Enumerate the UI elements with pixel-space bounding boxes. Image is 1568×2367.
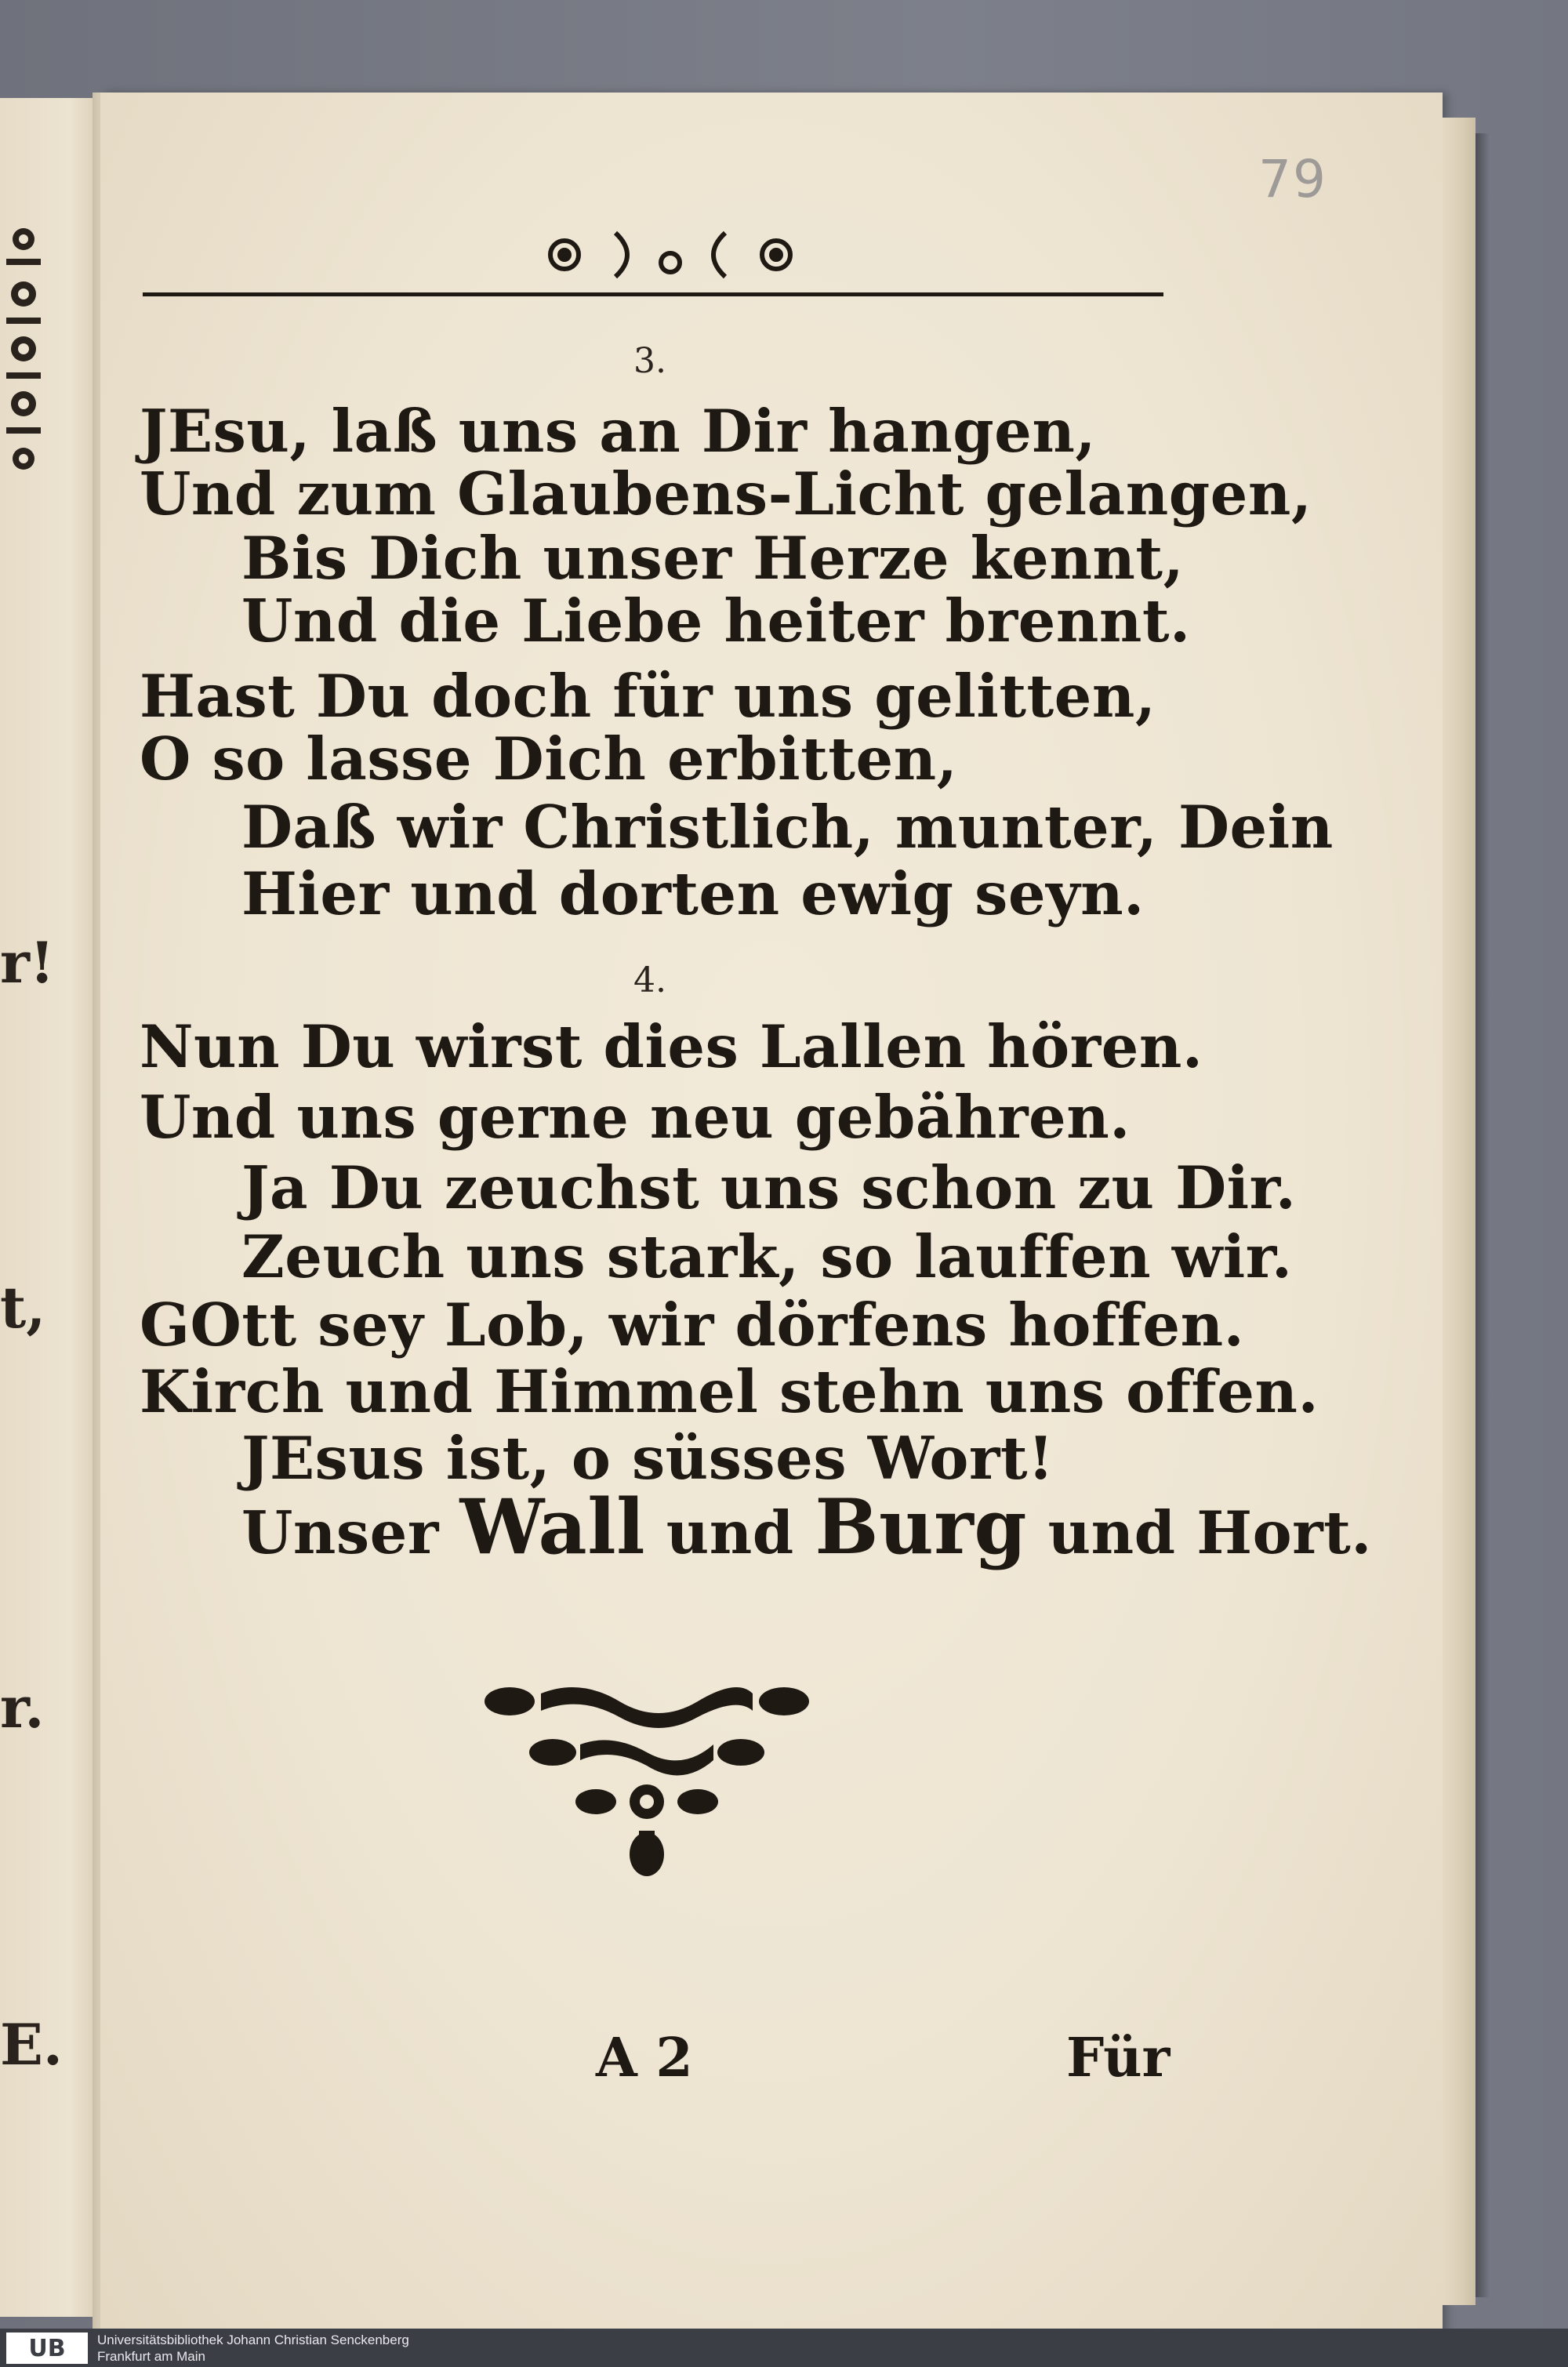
last-line-part: Hort. (1196, 1498, 1372, 1567)
verse-number: 4. (633, 960, 666, 1000)
last-line-part: und (1027, 1498, 1197, 1567)
tailpiece-ornament (478, 1678, 815, 1890)
library-credit (97, 2332, 409, 2365)
library-name: Universitätsbibliothek Johann Christian Senckenberg (97, 2333, 409, 2347)
floral-border-ornament (0, 216, 56, 545)
verse-line: Hast Du doch für uns gelitten, (140, 662, 1156, 731)
verse-line: JEsu, laß uns an Dir hangen, (140, 397, 1097, 466)
left-page-fragment: E. (0, 2011, 63, 2078)
verse-line: GOtt sey Lob, wir dörfens hoffen. (140, 1291, 1245, 1360)
page-edge (1443, 118, 1475, 2305)
left-page-fragment: t, (0, 1274, 46, 1341)
last-line-part-emphasis: Wall (459, 1483, 646, 1571)
verse-number: 3. (633, 341, 666, 381)
left-facing-page (0, 98, 100, 2317)
pencil-folio-number: 79 (1258, 149, 1327, 209)
verse-line: Daß wir Christlich, munter, Dein (241, 793, 1334, 862)
verse-line: Zeuch uns stark, so lauffen wir. (241, 1222, 1293, 1291)
verse-line-final (241, 1483, 1372, 1571)
left-page-fragment: r. (0, 1674, 45, 1741)
verse-line: Kirch und Himmel stehn uns offen. (140, 1357, 1319, 1426)
library-city: Frankfurt am Main (97, 2349, 205, 2364)
header-ornament (541, 223, 800, 286)
verse-line: Nun Du wirst dies Lallen hören. (140, 1012, 1203, 1081)
verse-line: Ja Du zeuchst uns schon zu Dir. (241, 1153, 1297, 1222)
last-line-part: und (645, 1498, 815, 1567)
verse-line: Und uns gerne neu gebähren. (140, 1083, 1131, 1152)
verse-line: JEsus ist, o süsses Wort! (241, 1424, 1054, 1493)
catchword: Für (1066, 2027, 1171, 2089)
verse-line: Hier und dorten ewig seyn. (241, 859, 1145, 928)
library-logo: UB (6, 2333, 88, 2364)
verse-line: Bis Dich unser Herze kennt, (241, 524, 1185, 593)
header-rule (143, 292, 1163, 297)
verse-line: Und zum Glaubens-Licht gelangen, (140, 459, 1312, 528)
left-page-fragment: r! (0, 929, 55, 996)
last-line-part: Unser (241, 1498, 460, 1567)
verse-line: O so lasse Dich erbitten, (140, 724, 958, 793)
verse-line: Und die Liebe heiter brennt. (241, 586, 1191, 655)
page-shadow (1475, 133, 1490, 2297)
last-line-part-emphasis: Burg (815, 1483, 1027, 1571)
signature-mark: A 2 (596, 2027, 693, 2089)
